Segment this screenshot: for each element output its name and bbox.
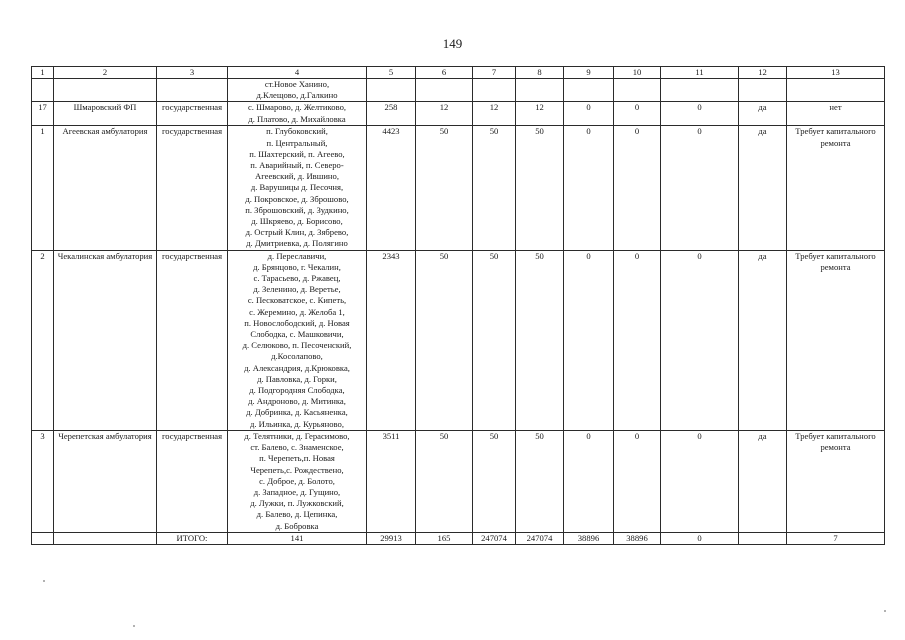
value-cell-c12: да [739, 250, 787, 430]
value-cell-c11: 0 [661, 126, 739, 250]
ownership-cell [157, 79, 228, 102]
value-cell-c7: 50 [473, 250, 516, 430]
village-line: Слободка, с. Машковичи, [250, 329, 344, 340]
village-line: п. Зброшовский, д. Зудкино, [245, 204, 349, 215]
village-line: Агеевский, д. Ившино, [255, 171, 339, 182]
village-line: д. Покровское, д. Зброшово, [245, 193, 349, 204]
value-cell-c8 [516, 79, 564, 102]
village-line: д. Острый Клин, д. Зябрево, [245, 227, 349, 238]
row-number-cell: 17 [32, 102, 54, 126]
value-cell-c5: 3511 [367, 430, 416, 532]
total-value-c9: 38896 [564, 532, 614, 544]
value-cell-c9: 0 [564, 250, 614, 430]
village-line: д. Дмитриевка, д. Полягино [246, 238, 348, 249]
column-number: 9 [564, 67, 614, 79]
column-number: 3 [157, 67, 228, 79]
value-cell-c6: 50 [416, 126, 473, 250]
value-cell-c5: 258 [367, 102, 416, 126]
value-cell-c6: 50 [416, 250, 473, 430]
ownership-cell: государственная [157, 430, 228, 532]
villages-cell [228, 430, 367, 532]
column-number: 4 [228, 67, 367, 79]
value-cell-c10 [614, 79, 661, 102]
row-number-cell [32, 79, 54, 102]
scan-speck [133, 625, 135, 627]
village-line: Черепеть,с. Рождествено, [250, 464, 344, 475]
village-line: д. Селюково, п. Песоченский, [242, 340, 352, 351]
village-line: ст. Балево, с. Знаменское, [250, 442, 344, 453]
total-row [32, 532, 885, 544]
village-line: д. Андроново, д. Митинка, [248, 396, 346, 407]
value-cell-c10: 0 [614, 102, 661, 126]
village-line: с. Жеремино, д. Желоба 1, [249, 306, 345, 317]
village-line: д. Бобровка [275, 520, 319, 531]
table-row [32, 430, 885, 532]
village-line: ст.Новое Ханино, [264, 79, 330, 89]
village-line: с. Доброе, д. Болото, [259, 475, 335, 486]
row-number-cell: 1 [32, 126, 54, 250]
value-cell-c11: 0 [661, 250, 739, 430]
page-number: 149 [442, 36, 463, 51]
value-cell-c12: да [739, 430, 787, 532]
facilities-table [31, 66, 885, 545]
column-number: 10 [614, 67, 661, 79]
value-cell-c9: 0 [564, 126, 614, 250]
village-line: д. Переславичи, [267, 250, 327, 261]
total-value-c4: 141 [228, 532, 367, 544]
column-number: 13 [787, 67, 885, 79]
total-value-c7: 247074 [473, 532, 516, 544]
villages-cell [228, 250, 367, 430]
village-line: д.Косолапово, [271, 351, 323, 362]
value-cell-c9: 0 [564, 430, 614, 532]
facility-name-cell: Черепетская амбулатория [54, 430, 157, 532]
value-cell-c7: 50 [473, 430, 516, 532]
value-cell-c8: 12 [516, 102, 564, 126]
table-row [32, 250, 885, 430]
value-cell-c7 [473, 79, 516, 102]
total-value-c11: 0 [661, 532, 739, 544]
total-value-c12 [739, 532, 787, 544]
scan-speck [43, 580, 45, 582]
value-cell-c6: 12 [416, 102, 473, 126]
value-cell-c7: 50 [473, 126, 516, 250]
villages-cell [228, 102, 367, 126]
column-number: 7 [473, 67, 516, 79]
village-line: д. Балево, д. Цепинка, [256, 509, 338, 520]
value-cell-c5 [367, 79, 416, 102]
value-cell-c5: 2343 [367, 250, 416, 430]
villages-cell [228, 126, 367, 250]
value-cell-c13 [787, 79, 885, 102]
value-cell-c11: 0 [661, 430, 739, 532]
value-cell-c12: да [739, 126, 787, 250]
column-number: 5 [367, 67, 416, 79]
ownership-cell: государственная [157, 102, 228, 126]
total-value-c13: 7 [787, 532, 885, 544]
scan-speck [884, 610, 886, 612]
village-line: д. Павловка, д. Горки, [257, 373, 337, 384]
value-cell-c9: 0 [564, 102, 614, 126]
facility-name-cell: Агеевская амбулатория [54, 126, 157, 250]
village-line: д. Лужки, п. Лужковский, [250, 498, 344, 509]
column-number-row [32, 67, 885, 79]
village-line: д. Телятники, д. Герасимово, [244, 430, 350, 441]
village-line: д. Александрия, д.Крюковка, [244, 362, 350, 373]
empty-cell [32, 532, 54, 544]
total-value-c10: 38896 [614, 532, 661, 544]
value-cell-c8: 50 [516, 250, 564, 430]
village-line: д. Зеленино, д. Веретье, [253, 284, 341, 295]
value-cell-c6: 50 [416, 430, 473, 532]
total-label: ИТОГО: [157, 532, 228, 544]
value-cell-c8: 50 [516, 430, 564, 532]
value-cell-c13: Требует капитального ремонта [787, 250, 885, 430]
column-number: 2 [54, 67, 157, 79]
facility-name-cell: Чекалинская амбулатория [54, 250, 157, 430]
village-line: д. Подгородняя Слободка, [249, 385, 345, 396]
village-line: с. Шмарово, д. Желтиково, [247, 102, 347, 113]
value-cell-c11: 0 [661, 102, 739, 126]
value-cell-c12 [739, 79, 787, 102]
villages-cell [228, 79, 367, 102]
village-line: д. Шкряево, д. Борисово, [251, 216, 343, 227]
facility-name-cell: Шмаровский ФП [54, 102, 157, 126]
value-cell-c5: 4423 [367, 126, 416, 250]
ownership-cell: государственная [157, 126, 228, 250]
village-line: п. Черепеть,п. Новая [259, 453, 335, 464]
total-value-c6: 165 [416, 532, 473, 544]
ownership-cell: государственная [157, 250, 228, 430]
value-cell-c9 [564, 79, 614, 102]
village-line: п. Аварийный, п. Северо- [250, 160, 344, 171]
total-value-c5: 29913 [367, 532, 416, 544]
village-line: д. Западное, д. Гущино, [253, 486, 341, 497]
village-line: с. Тарасьево, д. Ржавец, [253, 273, 341, 284]
village-line: п. Новослободский, д. Новая [244, 317, 350, 328]
column-number: 6 [416, 67, 473, 79]
empty-cell [54, 532, 157, 544]
value-cell-c10: 0 [614, 430, 661, 532]
table-row [32, 126, 885, 250]
value-cell-c7: 12 [473, 102, 516, 126]
value-cell-c13: Требует капитального ремонта [787, 430, 885, 532]
table-row [32, 79, 885, 102]
total-value-c8: 247074 [516, 532, 564, 544]
value-cell-c6 [416, 79, 473, 102]
village-line: д. Платово, д. Михайловка [248, 113, 346, 124]
village-line: п. Центральный, [266, 137, 328, 148]
value-cell-c13: Требует капитального ремонта [787, 126, 885, 250]
column-number: 1 [32, 67, 54, 79]
value-cell-c10: 0 [614, 250, 661, 430]
village-line: д. Варушицы д. Песочня, [250, 182, 344, 193]
village-line: д. Ильинка, д. Курьяново, [250, 418, 344, 429]
value-cell-c11 [661, 79, 739, 102]
village-line: с. Песковатское, с. Кипеть, [247, 295, 347, 306]
row-number-cell: 3 [32, 430, 54, 532]
village-line: д.Клещово, д.Галкино [256, 90, 338, 101]
value-cell-c13: нет [787, 102, 885, 126]
facility-name-cell [54, 79, 157, 102]
village-line: п. Шахтерский, п. Агеево, [249, 148, 345, 159]
row-number-cell: 2 [32, 250, 54, 430]
value-cell-c8: 50 [516, 126, 564, 250]
column-number: 8 [516, 67, 564, 79]
column-number: 12 [739, 67, 787, 79]
column-number: 11 [661, 67, 739, 79]
value-cell-c10: 0 [614, 126, 661, 250]
value-cell-c12: да [739, 102, 787, 126]
table-row [32, 102, 885, 126]
village-line: д. Брянцово, г. Чекалин, [253, 261, 341, 272]
village-line: д. Добринка, д. Касьяненка, [246, 407, 348, 418]
village-line: п. Глубоковский, [266, 126, 328, 137]
